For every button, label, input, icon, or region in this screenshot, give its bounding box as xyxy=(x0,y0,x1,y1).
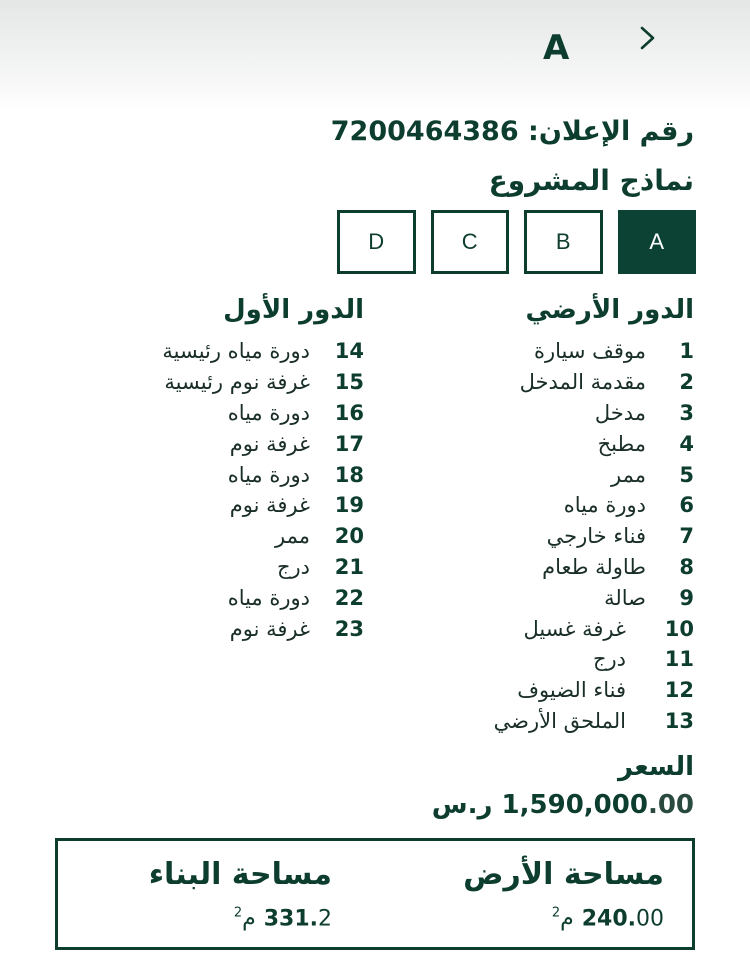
room-item xyxy=(454,490,694,521)
room-name: الملحق الأرضي xyxy=(493,708,626,733)
room-item xyxy=(454,675,694,706)
room-number: 10 xyxy=(664,616,694,641)
room-item xyxy=(454,521,694,552)
land-area xyxy=(463,853,664,936)
room-name: درج xyxy=(276,554,310,579)
tab-model-c[interactable]: C xyxy=(431,210,510,274)
model-tabs xyxy=(337,210,696,274)
tab-model-a[interactable]: A xyxy=(618,210,697,274)
room-name: غرفة غسيل xyxy=(523,616,626,641)
room-number: 7 xyxy=(679,524,694,549)
unit-superscript: 2 xyxy=(233,906,243,921)
price-amount-int: 1,590,000 xyxy=(501,790,648,820)
room-name: فناء الضيوف xyxy=(517,678,626,703)
room-item xyxy=(454,428,694,459)
room-number: 16 xyxy=(334,400,364,425)
unit-text: م xyxy=(560,906,574,932)
building-area-number xyxy=(264,906,332,931)
room-name: درج xyxy=(592,647,626,672)
building-area-value xyxy=(149,897,332,936)
ground-floor-title: الدور الأرضي xyxy=(525,295,694,325)
room-item xyxy=(454,459,694,490)
room-number: 12 xyxy=(664,678,694,703)
room-number: 11 xyxy=(664,647,694,672)
room-item xyxy=(454,398,694,429)
room-number: 1 xyxy=(679,339,694,364)
room-item xyxy=(114,428,364,459)
room-number: 6 xyxy=(679,493,694,518)
room-name: فناء خارجي xyxy=(546,524,646,549)
first-floor-list xyxy=(114,290,364,644)
room-item xyxy=(114,336,364,367)
room-item xyxy=(454,336,694,367)
room-name: مدخل xyxy=(594,400,646,425)
room-item xyxy=(114,490,364,521)
building-area xyxy=(149,853,332,936)
page-title: A xyxy=(543,28,570,68)
room-name: غرفة نوم رئيسية xyxy=(164,370,310,395)
room-item xyxy=(454,367,694,398)
room-name: دورة مياه xyxy=(227,462,310,487)
room-number: 14 xyxy=(334,339,364,364)
room-number: 21 xyxy=(334,554,364,579)
room-item xyxy=(114,367,364,398)
room-name: ممر xyxy=(611,462,646,487)
unit-text: م xyxy=(242,906,256,932)
building-area-frac: 2 xyxy=(318,906,332,932)
room-number: 23 xyxy=(334,616,364,641)
room-item xyxy=(114,459,364,490)
building-area-label: مساحة البناء xyxy=(148,857,332,892)
land-area-unit xyxy=(552,906,574,931)
unit-superscript: 2 xyxy=(551,906,561,921)
room-name: دورة مياه xyxy=(563,493,646,518)
room-number: 8 xyxy=(679,554,694,579)
room-name: غرفة نوم xyxy=(229,493,310,518)
room-number: 15 xyxy=(334,370,364,395)
room-number: 18 xyxy=(334,462,364,487)
land-area-value xyxy=(463,897,664,936)
room-name: مطبخ xyxy=(597,431,646,456)
room-item xyxy=(114,521,364,552)
room-name: طاولة طعام xyxy=(542,554,646,579)
room-number: 17 xyxy=(334,431,364,456)
room-item xyxy=(114,398,364,429)
ad-number-value: 7200464386 xyxy=(330,116,519,147)
room-name: دورة مياه رئيسية xyxy=(162,339,310,364)
room-number: 19 xyxy=(334,493,364,518)
price-currency: ر.س xyxy=(431,790,493,820)
tab-model-d[interactable]: D xyxy=(337,210,416,274)
price-amount-decimal: .00 xyxy=(647,790,694,820)
land-area-label: مساحة الأرض xyxy=(463,857,664,892)
price-amount xyxy=(502,790,694,820)
room-name: موقف سيارة xyxy=(533,339,646,364)
price-label: السعر xyxy=(618,752,694,782)
room-number: 22 xyxy=(334,585,364,610)
room-item xyxy=(454,706,694,737)
ad-number-label: رقم الإعلان: xyxy=(528,116,694,147)
land-area-int: 240. xyxy=(581,906,636,932)
ground-floor-list xyxy=(454,290,694,736)
tab-model-b[interactable]: B xyxy=(524,210,603,274)
room-item xyxy=(454,552,694,583)
room-item xyxy=(114,582,364,613)
room-number: 2 xyxy=(679,370,694,395)
top-bar xyxy=(0,0,750,110)
room-number: 5 xyxy=(679,462,694,487)
room-name: دورة مياه xyxy=(227,585,310,610)
room-name: مقدمة المدخل xyxy=(519,370,646,395)
building-area-unit xyxy=(234,906,256,931)
first-floor-title: الدور الأول xyxy=(223,295,364,325)
room-item xyxy=(114,552,364,583)
room-item xyxy=(454,644,694,675)
room-number: 20 xyxy=(334,524,364,549)
land-area-number xyxy=(582,906,664,931)
room-name: ممر xyxy=(275,524,310,549)
land-area-frac: 00 xyxy=(636,906,664,932)
room-name: صالة xyxy=(604,585,646,610)
chevron-right-icon[interactable] xyxy=(636,24,660,52)
models-title: نماذج المشروع xyxy=(488,164,694,197)
room-name: غرفة نوم xyxy=(229,616,310,641)
room-number: 3 xyxy=(679,400,694,425)
room-item xyxy=(454,582,694,613)
room-item xyxy=(114,613,364,644)
room-name: غرفة نوم xyxy=(229,431,310,456)
room-item xyxy=(454,613,694,644)
room-number: 9 xyxy=(679,585,694,610)
ad-number xyxy=(331,116,694,147)
area-summary-box xyxy=(55,838,695,950)
price-value xyxy=(432,790,694,820)
room-name: دورة مياه xyxy=(227,400,310,425)
room-number: 4 xyxy=(679,431,694,456)
building-area-int: 331. xyxy=(263,906,318,932)
room-number: 13 xyxy=(664,708,694,733)
